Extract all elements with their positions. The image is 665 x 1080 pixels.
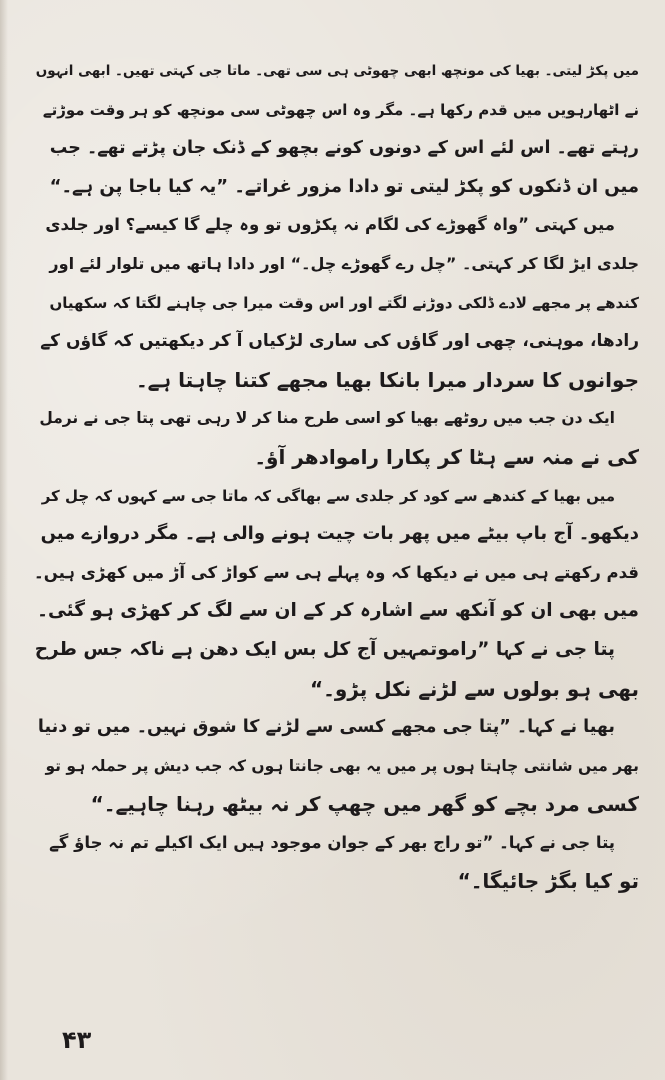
- text-line: میں بھیا کے کندھے سے کود کر جلدی سے بھاگی کہ ماتا جی سے کہوں کہ چل کر: [41, 486, 615, 505]
- text-line: پتا جی نے کہا۔ ”تو راج بھر کے جوان موجود ہیں ایک اکیلے تم نہ جاؤ گے: [49, 832, 615, 852]
- text-line: قدم رکھتے ہی میں نے دیکھا کہ وہ پہلے ہی سے کواڑ کی آڑ میں کھڑی ہیں۔: [34, 562, 639, 582]
- text-line: میں پکڑ لیتی۔ بھیا کی مونچھ ابھی چھوٹی ہی سی تھی۔ ماتا جی کہتی تھیں۔ ابھی انہوں: [35, 63, 639, 79]
- text-line: میں ان ڈنکوں کو پکڑ لیتی تو دادا مزور غراتے۔ ”یہ کیا باجا پن ہے۔“: [49, 175, 639, 197]
- text-line: تو کیا بگڑ جائیگا۔“: [457, 869, 639, 894]
- text-line: کسی مرد بچے کو گھر میں چھپ کر نہ بیٹھ رہنا چاہیے۔“: [90, 792, 639, 817]
- text-line: کندھے پر مجھے لادے ڈلکی دوڑنے لگتے اور اس وقت میرا جی چاہنے لگتا کہ سکھیاں: [49, 293, 639, 312]
- text-line: بھی ہو بولوں سے لڑنے نکل پڑو۔“: [310, 676, 639, 701]
- text-line: رہتے تھے۔ اس لئے اس کے دونوں کونے بچھو کے ڈنک جان پڑتے تھے۔ جب: [49, 138, 639, 159]
- page-body-text: [34, 52, 639, 901]
- text-line: پتا جی نے کہا ”راموتمہیں آج کل بس ایک دھن ہے ناکہ جس طرح: [34, 638, 615, 660]
- text-line: ایک دن جب میں روٹھے بھیا کو اسی طرح منا کر لا رہی تھی پتا جی نے نرمل: [39, 409, 615, 428]
- text-line: بھیا نے کہا۔ ”پتا جی مجھے کسی سے لڑنے کا شوق نہیں۔ میں تو دنیا: [37, 717, 615, 738]
- text-line: میں بھی ان کو آنکھ سے اشارہ کر کے ان سے لگ کر کھڑی ہو گئی۔: [37, 600, 639, 622]
- text-line: کی نے منہ سے ہٹا کر پکارا راموادھر آؤ۔: [254, 444, 639, 469]
- page-shadow-edge: [0, 0, 8, 1080]
- text-line: جوانوں کا سردار میرا بانکا بھیا مجھے کتنا چاہتا ہے۔: [135, 367, 639, 392]
- text-line: رادھا، موہنی، چھی اور گاؤں کی ساری لڑکیاں آ کر دیکھتیں کہ گاؤں کے: [40, 331, 639, 352]
- text-line: جلدی ایڑ لگا کر کہتی۔ ”چل رے گھوڑے چل۔“ اور دادا ہاتھ میں تلوار لئے اور: [49, 253, 639, 273]
- text-line: بھر میں شانتی چاہتا ہوں پر میں یہ بھی جانتا ہوں کہ جب دیش پر حملہ ہو تو: [45, 756, 639, 775]
- text-line: میں کہتی ”واہ گھوڑے کی لگام نہ پکڑوں تو وہ چلے گا کیسے؟ اور جلدی: [45, 215, 615, 235]
- text-line: دیکھو۔ آج باپ بیٹے میں پھر بات چیت ہونے والی ہے۔ مگر دروازے میں: [40, 523, 639, 545]
- page-number: ۴۳: [62, 1026, 92, 1054]
- text-line: نے اٹھارہویں میں قدم رکھا ہے۔ مگر وہ اس چھوٹی سی مونچھ کو ہر وقت موڑتے: [42, 100, 639, 119]
